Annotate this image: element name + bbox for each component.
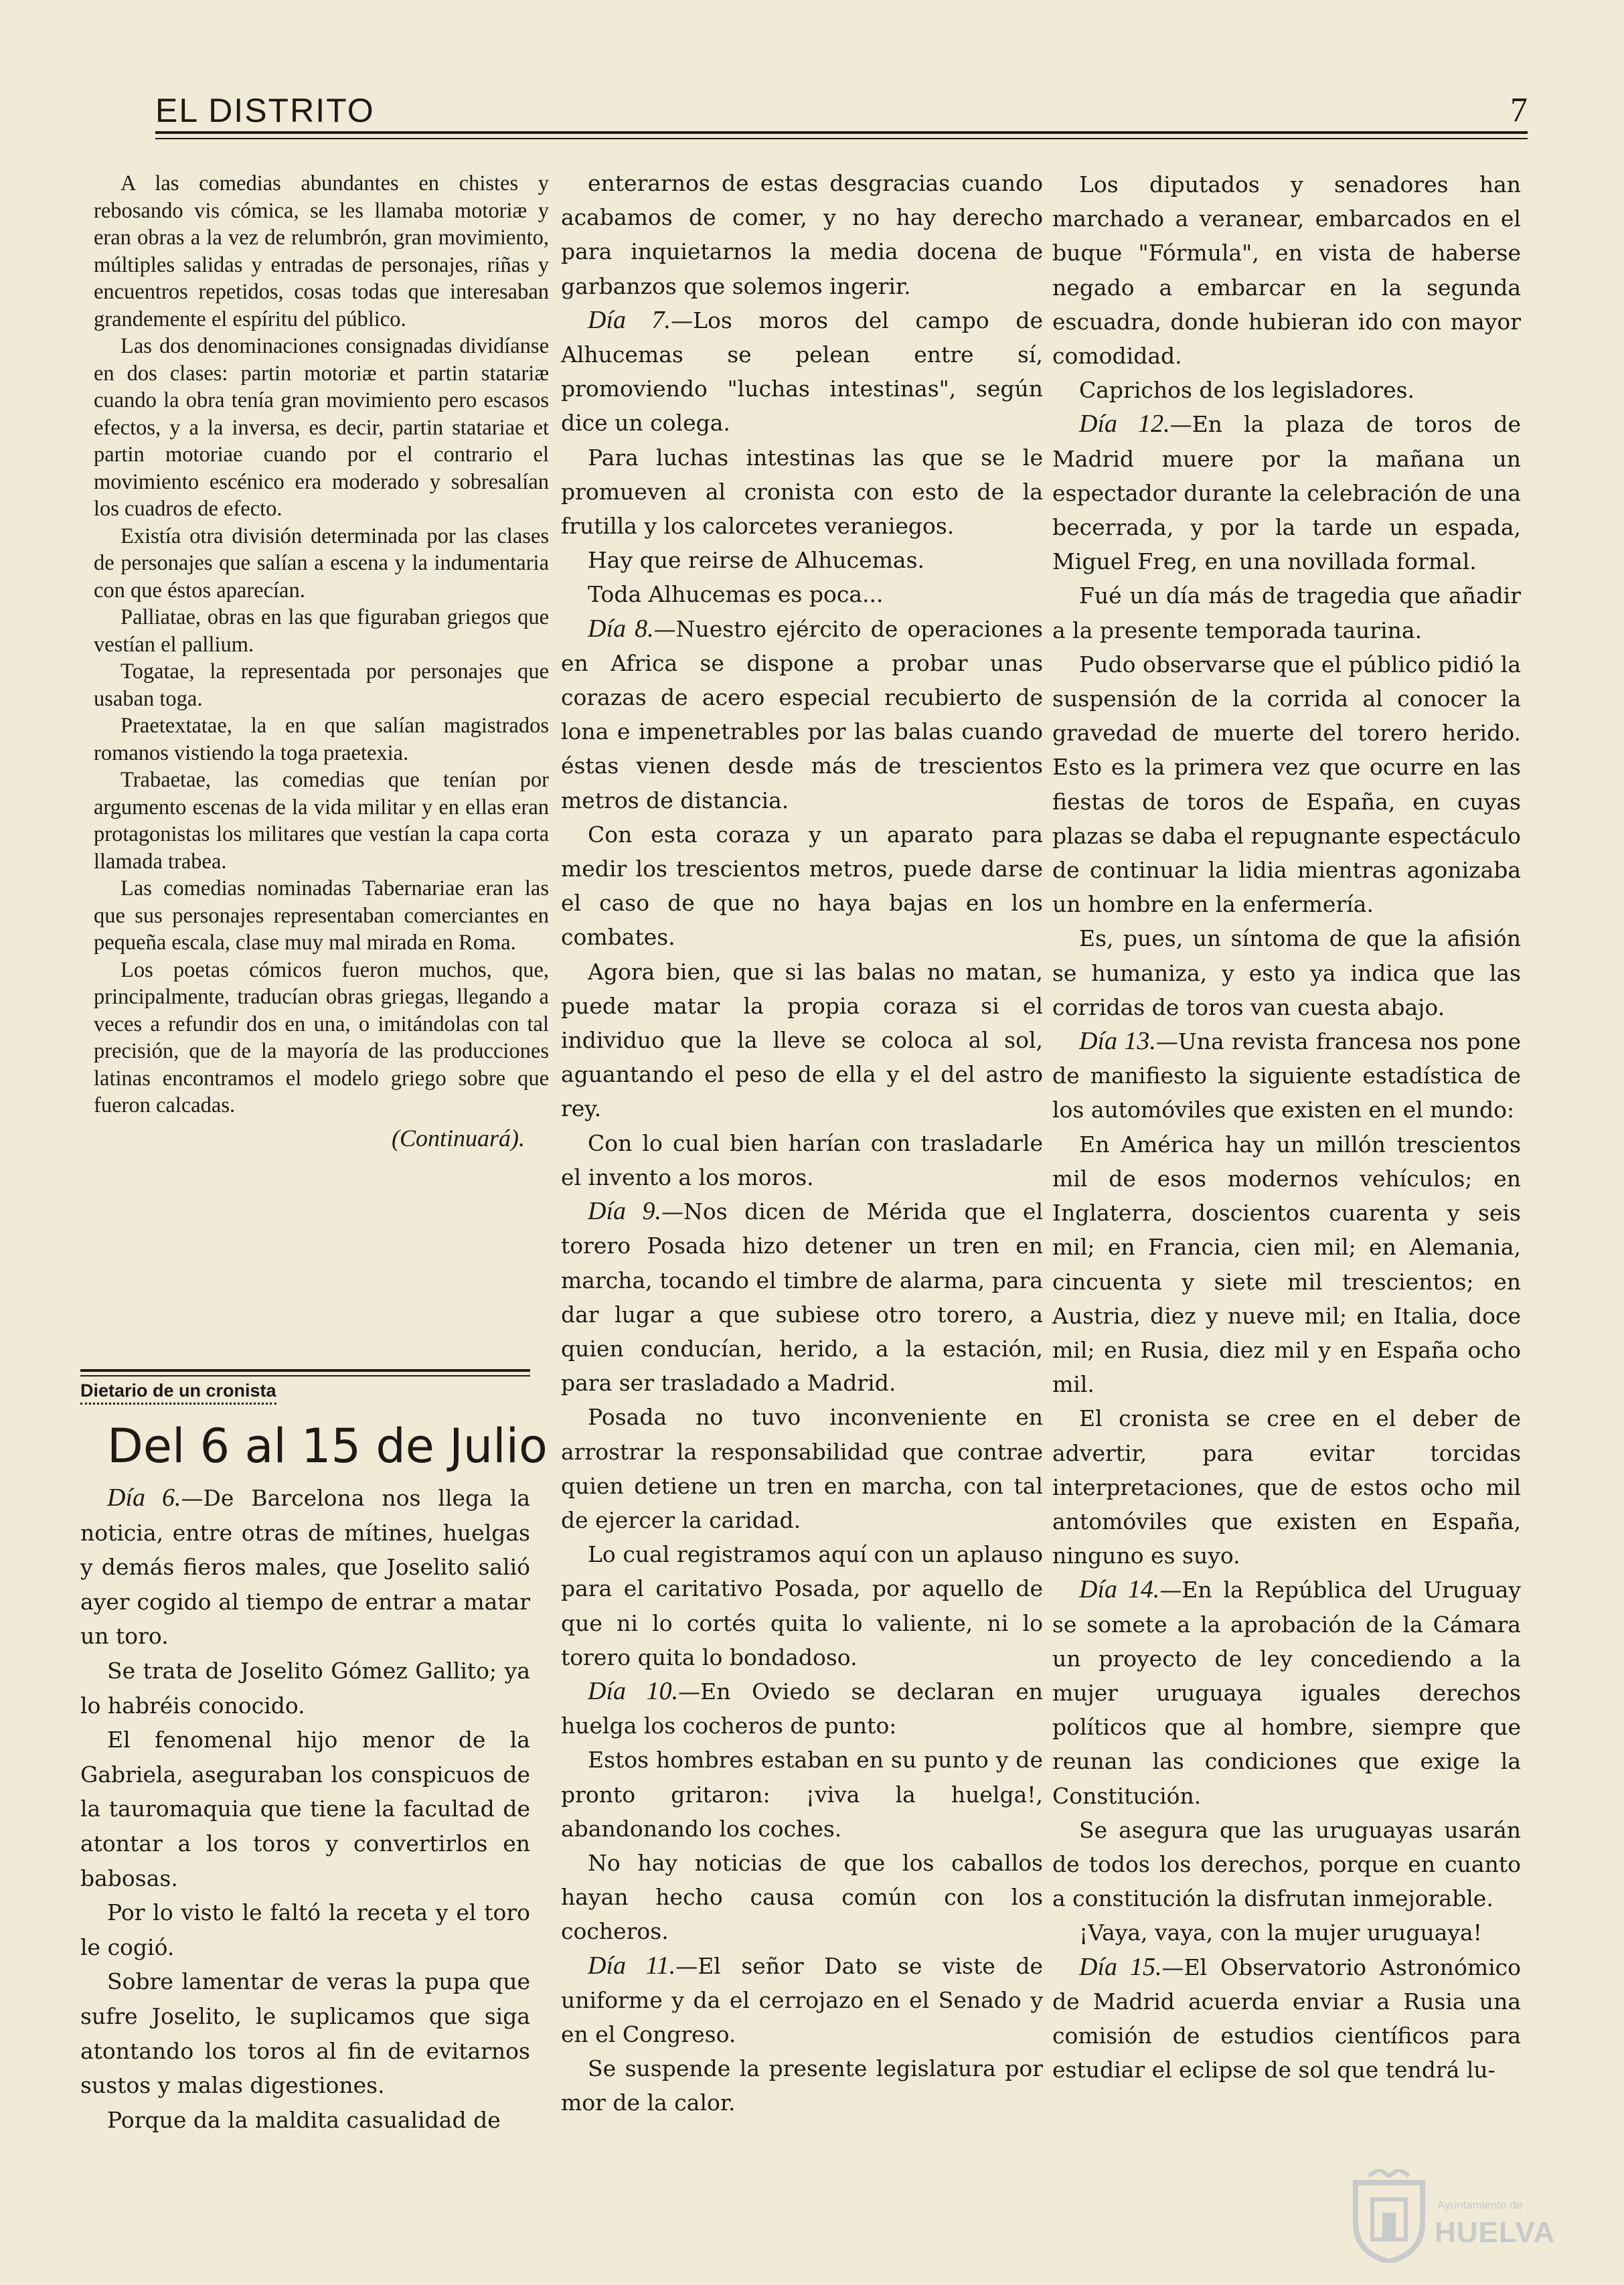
paragraph	[1052, 1915, 1521, 1950]
paragraph-text: Hay que reirse de Alhucemas.	[588, 547, 925, 574]
paragraph-text: El cronista se cree en el deber de advertir, para evitar torcidas interpretaciones, que de estos ocho mil antomóviles que existen en España, ninguno es suyo.	[1052, 1405, 1521, 1569]
paragraph	[561, 1846, 1043, 1949]
paragraph-text: Con lo cual bien harían con trasladarle el invento a los moros.	[561, 1129, 1043, 1190]
day-entry	[561, 1949, 1043, 2052]
paragraph	[561, 1743, 1043, 1846]
paragraph	[561, 577, 1043, 611]
paragraph-text: Posada no tuvo inconveniente en arrostrar la responsabilidad que contrae quien detiene un tren en marcha, con tal de ejercer la caridad.	[561, 1404, 1043, 1533]
page-number: 7	[1510, 91, 1528, 129]
paragraph	[561, 441, 1043, 544]
paragraph: Trabaetae, las comedias que tenían por argumento escenas de la vida militar y en ellas eran protagonistas los militares que vestían la capa corta llamada trabea.	[94, 768, 549, 874]
paragraph-text: Porque da la maldita casualidad de	[107, 2106, 501, 2133]
paragraph	[561, 166, 1043, 303]
paragraph-text: —De Barcelona nos llega la noticia, entre otras de mítines, huelgas y demás fieros males, que Joselito salió ayer cogido al tiempo de entrar a matar un toro.	[80, 1485, 530, 1650]
paragraph-text: Para luchas intestinas las que se le promueven al cronista con esto de la frutilla y los calorcetes veraniegos.	[561, 444, 1043, 540]
paragraph	[561, 2051, 1043, 2120]
paragraph: Togatae, la representada por personajes que usaban toga.	[94, 659, 549, 711]
day-entry	[1052, 407, 1521, 578]
paragraph	[1052, 167, 1521, 373]
paragraph: Las comedias nominadas Tabernariae eran las que sus personajes representaban comerciantes en pequeña escala, clase muy mal mirada en Roma.	[94, 876, 549, 955]
paragraph-text: No hay noticias de que los caballos hayan hecho causa común con los cocheros.	[561, 1849, 1043, 1945]
paragraph-text: enterarnos de estas desgracias cuando acabamos de comer, y no hay derecho para inquietarnos la media docena de garbanzos que solemos ingerir.	[561, 170, 1043, 299]
archive-watermark	[1349, 2169, 1556, 2263]
paragraph	[561, 1537, 1043, 1674]
paragraph-text: Es, pues, un síntoma de que la afisión se humaniza, y esto ya indica que las corridas de toros van cuesta abajo.	[1052, 925, 1521, 1020]
paragraph-text: Caprichos de los legisladores.	[1079, 377, 1415, 404]
paragraph: Praetextatae, la en que salían magistrados romanos vistiendo la toga praetexia.	[94, 714, 549, 765]
paragraph	[561, 543, 1043, 577]
day-label: Día 9.	[588, 1197, 661, 1226]
paragraph-text: Toda Alhucemas es poca...	[588, 581, 884, 608]
paragraph-text: —Nos dicen de Mérida que el torero Posada hizo detener un tren en marcha, tocando el timbre de alarma, para dar lugar a que subiese otro torero, a quien conducían, herido, a la estación, para ser trasladado a Madrid.	[561, 1198, 1044, 1397]
paragraph-text: El fenomenal hijo menor de la Gabriela, aseguraban los conspicuos de la tauromaquia que tiene la facultad de atontar a los toros y convertirlos en babosas.	[80, 1727, 530, 1891]
paragraph-text: ¡Vaya, vaya, con la mujer uruguaya!	[1079, 1919, 1482, 1946]
day-entry	[561, 1674, 1043, 1743]
paragraph-text: —En la plaza de toros de Madrid muere por la mañana un espectador durante la celebración de una becerrada, y por la tarde un espada, Miguel Freg, en una novillada formal.	[1052, 411, 1521, 575]
paragraph-text: Se asegura que las uruguayas usarán de todos los derechos, porque en cuanto a constitución la disfrutan inmejorable.	[1052, 1816, 1521, 1912]
paragraph-text: —En Oviedo se declaran en huelga los cocheros de punto:	[561, 1678, 1044, 1739]
column-1-article	[94, 170, 549, 1153]
paragraph-text: Estos hombres estaban en su punto y de pronto gritaron: ¡viva la huelga!, abandonando los coches.	[561, 1747, 1043, 1842]
day-label: Día 7.	[588, 305, 671, 334]
paragraph-text: —En la República del Uruguay se somete a la aprobación de la Cámara un proyecto de ley concediendo a la mujer uruguaya iguales derechos políticos que al hombre, siempre que reunan las condiciones que exige la Constitución.	[1052, 1577, 1522, 1809]
paragraph	[80, 1895, 530, 1964]
section-title: Del 6 al 15 de Julio	[107, 1419, 548, 1474]
header-rule-thick	[155, 131, 1528, 134]
section-rule-thin	[80, 1375, 530, 1376]
paragraph	[1052, 647, 1521, 922]
day-label: Día 15.	[1079, 1952, 1162, 1981]
day-entry	[561, 303, 1043, 441]
paragraph	[1052, 578, 1521, 647]
paragraph	[561, 1126, 1043, 1194]
day-entry	[80, 1481, 530, 1654]
paragraph-text: —El Observatorio Astronómico de Madrid acuerda enviar a Rusia una comisión de estudios científicos para estudiar el eclipse de sol que tendrá lu-	[1052, 1954, 1522, 2083]
section-rule-thick	[80, 1369, 530, 1372]
day-label: Día 14.	[1079, 1575, 1160, 1604]
paragraph-text: Sobre lamentar de veras la pupa que sufre Joselito, le suplicamos que siga atontando los toros al fin de evitarnos sustos y malas digestiones.	[80, 1968, 530, 2099]
paragraph: Los poetas cómicos fueron muchos, que, principalmente, traducían obras griegas, llegando a veces a refundir dos en una, o imitándolas con tal precisión, que de la mayoría de las producciones latinas encontramos el modelo griego sobre que fueron calcadas.	[94, 957, 549, 1117]
paragraph-text: Se suspende la presente legislatura por mor de la calor.	[561, 2055, 1043, 2116]
paragraph-text: Agora bien, que si las balas no matan, puede matar la propia coraza si el individuo que la lleve se coloca al sol, aguantando el peso de ella y el del astro rey.	[561, 958, 1043, 1122]
paragraph-text: Los diputados y senadores han marchado a veranear, embarcados en el buque "Fórmula", en vista de haberse negado a embarcar en la segunda escuadra, donde hubieran ido con mayor comodidad.	[1052, 171, 1521, 370]
paragraph-text: Con esta coraza y un aparato para medir los trescientos metros, puede darse el caso de que no haya bajas en los combates.	[561, 821, 1043, 951]
header-rule-thin	[155, 138, 1528, 139]
day-label: Día 11.	[588, 1951, 676, 1980]
day-label: Día 13.	[1079, 1027, 1156, 1056]
day-entry	[1052, 1950, 1521, 2087]
paragraph-text: Pudo observarse que el público pidió la suspensión de la corrida al conocer la gravedad de muerte del torero herido. Esto es la primera vez que ocurre en las fiestas de toros de España, en cuyas plazas se daba el repugnante espectáculo de continuar la lidia mientras agonizaba un hombre en la enfermería.	[1052, 651, 1521, 918]
paragraph	[1052, 373, 1521, 407]
city-shield-icon	[1349, 2169, 1429, 2263]
day-entry	[1052, 1573, 1521, 1812]
day-label: Día 8.	[588, 614, 654, 643]
paper-name: EL DISTRITO	[155, 92, 375, 129]
paragraph-text: En América hay un millón trescientos mil de esos modernos vehículos; en Inglaterra, doscientos cuarenta y seis mil; en Francia, cien mil; en Alemania, cincuenta y siete mil trescientos; en Austria, diez y nueve mil; en Italia, doce mil; en Rusia, diez mil y en España ocho mil.	[1052, 1131, 1521, 1398]
watermark-name: HUELVA	[1435, 2216, 1556, 2249]
day-label: Día 6.	[107, 1484, 181, 1512]
paragraph: A las comedias abundantes en chistes y rebosando vis cómica, se les llamaba motoriæ y eran obras a la vez de relumbrón, gran movimiento, múltiples salidas y entradas de personajes, riñas y encuentros repetidos, cosas todas que interesaban grandemente el espíritu del público.	[94, 171, 549, 331]
paragraph-text: Fué un día más de tragedia que añadir a la presente temporada taurina.	[1052, 582, 1521, 643]
paragraph	[80, 2103, 530, 2138]
continued-note: (Continuará).	[391, 1124, 525, 1152]
paragraph-text: —El señor Dato se viste de uniforme y da el cerrojazo en el Senado y en el Congreso.	[561, 1952, 1043, 2047]
paragraph	[80, 1654, 530, 1723]
paragraph	[561, 955, 1043, 1126]
paragraph	[1052, 921, 1521, 1024]
paragraph	[80, 1723, 530, 1895]
day-entry	[561, 612, 1043, 817]
paragraph: Las dos denominaciones consignadas dividíanse en dos clases: partin motoriæ et partin statariæ cuando la obra tenía gran movimiento pero escasos efectos, y a la inversa, es decir, partin statariae et partin motoriae cuando por el contrario el movimiento escénico era moderado y sobresalían los cuadros de efecto.	[94, 334, 549, 521]
column-2	[561, 166, 1043, 2120]
section-label: Dietario de un cronista	[80, 1379, 276, 1405]
paragraph-text: —Una revista francesa nos pone de manifiesto la siguiente estadística de los automóviles que existen en el mundo:	[1052, 1028, 1521, 1123]
watermark-label: Ayuntamiento de	[1437, 2199, 1523, 2211]
paragraph-text: Se trata de Joselito Gómez Gallito; ya lo habréis conocido.	[80, 1657, 530, 1719]
paragraph	[561, 1400, 1043, 1537]
paragraph-text: Lo cual registramos aquí con un aplauso para el caritativo Posada, por aquello de que ni lo cortés quita lo valiente, ni lo torero quita lo bondadoso.	[561, 1541, 1043, 1670]
paragraph: Palliatae, obras en las que figuraban griegos que vestían el pallium.	[94, 605, 549, 657]
paragraph-text: —Los moros del campo de Alhucemas se pelean entre sí, promoviendo "luchas intestinas", según dice un colega.	[561, 307, 1044, 437]
paragraph	[1052, 1401, 1521, 1573]
paragraph	[1052, 1127, 1521, 1402]
day-label: Día 10.	[588, 1676, 679, 1705]
day-entry	[561, 1194, 1043, 1400]
masthead	[155, 87, 1528, 134]
paragraph: Existía otra división determinada por las clases de personajes que salían a escena y la indumentaria con que éstos aparecían.	[94, 524, 549, 603]
day-entry	[1052, 1024, 1521, 1127]
paragraph	[561, 817, 1043, 955]
day-label: Día 12.	[1079, 410, 1170, 439]
column-3	[1052, 167, 1521, 2087]
column-1-dietario	[80, 1481, 530, 2137]
paragraph-text: Por lo visto le faltó la receta y el toro le cogió.	[80, 1899, 530, 1960]
paragraph	[80, 1964, 530, 2102]
paragraph	[1052, 1813, 1521, 1916]
paragraph-text: —Nuestro ejército de operaciones en Africa se dispone a probar unas corazas de acero especial recubierto de lona e impenetrables por las balas cuando éstas vienen desde más de trescientos metros de distancia.	[561, 615, 1043, 813]
